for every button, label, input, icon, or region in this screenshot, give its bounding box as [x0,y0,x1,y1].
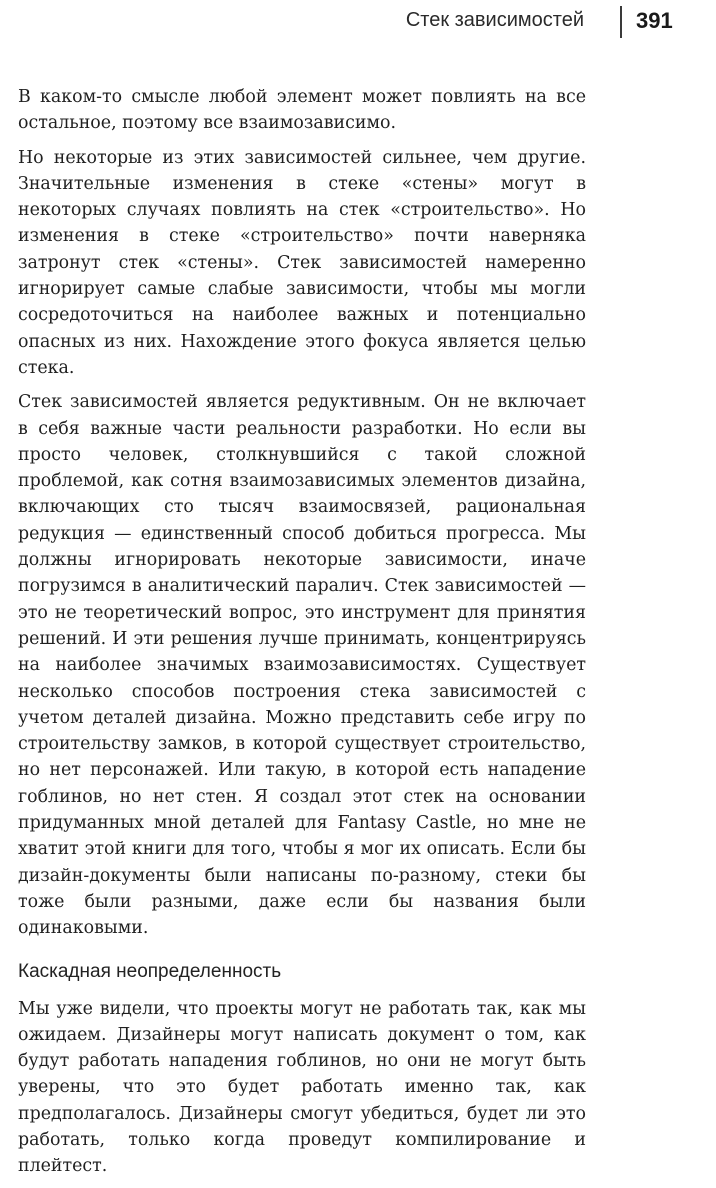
section-paragraph: Мы уже видели, что проекты могут не работать так, как мы ожидаем. Дизайнеры могут написать документ о том, как будут работать нападения гоблинов, но они не могут быть уверены, что это будет работать именно так, как предполагалось. Дизайнеры смогут убедиться, будет ли это работать, только когда проведут компилирование и плейтест. [18,998,586,1177]
running-header [0,0,716,46]
section-heading: Каскадная неопределенность [18,960,282,982]
paragraph-3: Стек зависимостей является редуктивным. Он не включает в себя важные части реальности разработки. Но если вы просто человек, столкнувшийся с такой сложной проблемой, как сотня взаимозависимых элементов дизайна, включающих сто тысяч взаимосвязей, рациональная редукция — единственный способ добиться прогресса. Мы должны игнорировать некоторые зависимости, иначе погрузимся в аналитический паралич. Стек зависимостей — это не теоретический вопрос, это инструмент для принятия решений. И эти решения лучше принимать, концентрируясь на наиболее значимых взаимозависимостях. Существует несколько способов построения стека зависимостей с учетом деталей дизайна. Можно представить себе игру по строительству замков, в которой существует строительство, но нет персонажей. Или такую, в которой есть нападение гоблинов, но нет стен. Я создал этот стек на основании придуманных мной деталей для Fantasy Castle, но мне не хватит этой книги для того, чтобы я мог их описать. Если бы дизайн-документы были написаны по-разному, стеки бы тоже были разными, даже если бы названия были одинаковыми. [18,392,586,939]
page-body [18,84,586,1188]
running-header-title: Стек зависимостей [405,9,584,31]
paragraph-2: Но некоторые из этих зависимостей сильнее, чем другие. Значительные изменения в стеке «стены» могут в некоторых случаях повлиять на стек «строительство». Но изменения в стеке «строительство» почти наверняка затронут стек «стены». Стек зависимостей намеренно игнорирует самые слабые зависимости, чтобы мы могли сосредоточиться на наиболее важных и потенциально опасных из них. Нахождение этого фокуса является целью стека. [18,147,586,378]
header-divider [620,6,622,38]
page-number: 391 [636,8,673,33]
paragraph-1: В каком-то смысле любой элемент может повлиять на все остальное, поэтому все взаимозависимо. [18,87,586,134]
